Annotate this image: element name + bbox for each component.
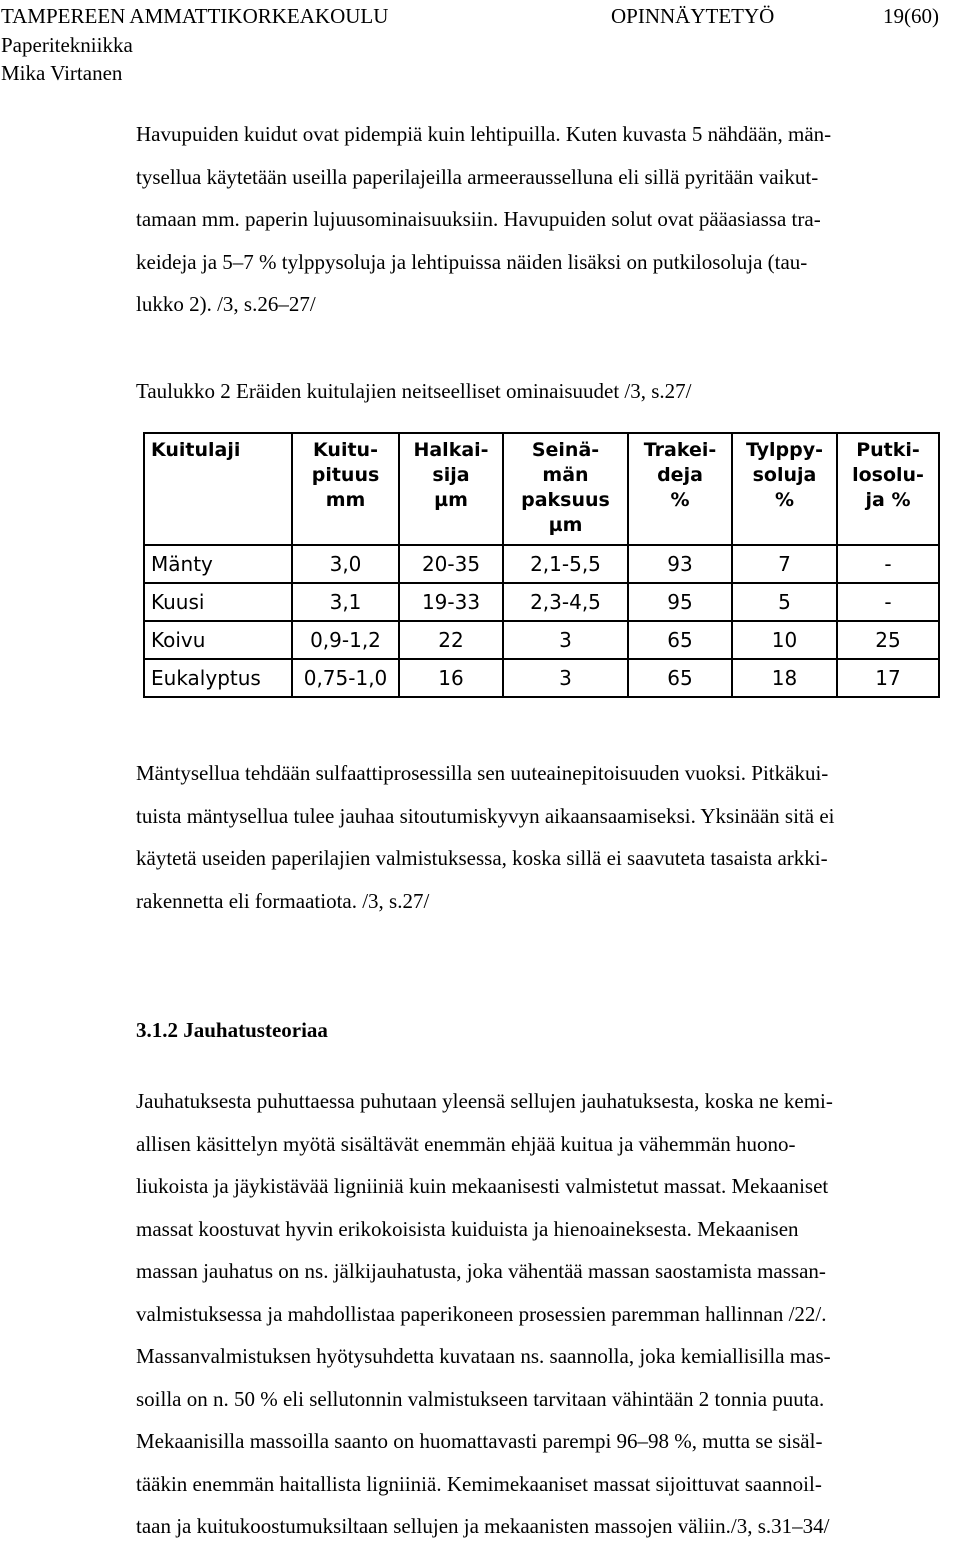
header-tracheids: Trakei- deja %: [628, 433, 732, 545]
header-institution: TAMPEREEN AMMATTIKORKEAKOULU: [1, 4, 389, 28]
table-cell: 0,9-1,2: [292, 621, 399, 659]
table-cell: 65: [628, 659, 732, 697]
header-fiber-length: Kuitu- pituus mm: [292, 433, 399, 545]
table-cell: 65: [628, 621, 732, 659]
cell-fiber-type: Kuusi: [144, 583, 292, 621]
table-cell: 2,1-5,5: [503, 545, 628, 583]
header-fiber-type: Kuitulaji: [144, 433, 292, 545]
table-cell: 3: [503, 621, 628, 659]
table-cell: 17: [837, 659, 939, 697]
table-cell: 5: [732, 583, 837, 621]
text-line: valmistuksessa ja mahdollistaa paperikoneen prosessien paremman hallinnan /22/.: [136, 1301, 827, 1326]
table-cell: -: [837, 583, 939, 621]
text-line: tamaan mm. paperin lujuusominaisuuksiin. Havupuiden solut ovat pääasiassa tra-: [136, 207, 821, 232]
table-cell: 3,0: [292, 545, 399, 583]
paragraph-refining-theory: [136, 1080, 956, 1548]
header-doc-type: OPINNÄYTETYÖ: [611, 4, 775, 28]
fiber-properties-table: [143, 432, 938, 690]
header-vessels: Putki- losolu- ja %: [837, 433, 939, 545]
header-parenchyma: Tylppy- soluja %: [732, 433, 837, 545]
text-line: liukoista ja jäykistävää ligniiniä kuin mekaanisesti valmistetut massat. Mekaaniset: [136, 1174, 829, 1198]
header-page-number: 19(60): [883, 4, 939, 28]
text-line: Jauhatuksesta puhuttaessa puhutaan yleensä sellujen jauhatuksesta, koska ne kemi-: [136, 1089, 833, 1113]
cell-fiber-type: Eukalyptus: [144, 659, 292, 697]
table-row: [144, 621, 939, 659]
section-heading: 3.1.2 Jauhatusteoriaa: [136, 1018, 328, 1042]
table-cell: 22: [399, 621, 503, 659]
text-line: massan jauhatus on ns. jälkijauhatusta, joka vähentää massan saostamista massan-: [136, 1259, 826, 1283]
text-line: Mekaanisilla massoilla saanto on huomattavasti parempi 96–98 %, mutta se sisäl-: [136, 1429, 823, 1453]
text-line: Havupuiden kuidut ovat pidempiä kuin lehtipuilla. Kuten kuvasta 5 nähdään, män-: [136, 122, 832, 146]
text-line: allisen käsittelyn myötä sisältävät enemmän ehjää kuitua ja vähemmän huono-: [136, 1131, 796, 1156]
text-line: rakennetta eli formaatiota. /3, s.27/: [136, 888, 430, 913]
fiber-table: [143, 432, 940, 698]
table-cell: 18: [732, 659, 837, 697]
table-cell: 25: [837, 621, 939, 659]
table-row: [144, 583, 939, 621]
header-diameter: Halkai- sija µm: [399, 433, 503, 545]
table-cell: 0,75-1,0: [292, 659, 399, 697]
table-cell: 3,1: [292, 583, 399, 621]
table-cell: -: [837, 545, 939, 583]
header-author: Mika Virtanen: [1, 61, 123, 85]
table-caption: [136, 370, 956, 413]
table-row: [144, 545, 939, 583]
table-cell: 93: [628, 545, 732, 583]
table-caption-text: Taulukko 2 Eräiden kuitulajien neitseelliset ominaisuudet /3, s.27/: [136, 379, 692, 403]
table-cell: 20-35: [399, 545, 503, 583]
header-wall-thickness: Seinä- män paksuus µm: [503, 433, 628, 545]
text-line: lukko 2). /3, s.26–27/: [136, 292, 316, 317]
text-line: taan ja kuitukoostumuksiltaan sellujen ja mekaanisten massojen väliin./3, s.31–34/: [136, 1514, 830, 1538]
table-cell: 19-33: [399, 583, 503, 621]
text-line: keideja ja 5–7 % tylppysoluja ja lehtipuissa näiden lisäksi on putkilosoluja (tau-: [136, 249, 808, 274]
table-row: [144, 659, 939, 697]
text-line: käytetä useiden paperilajien valmistuksessa, koska sillä ei saavuteta tasaista arkki-: [136, 846, 828, 871]
paragraph-fiber-lengths: [136, 113, 956, 326]
text-line: soilla on n. 50 % eli sellutonnin valmistukseen tarvitaan vähintään 2 tonnia puuta.: [136, 1386, 825, 1411]
text-line: tääkin enemmän haitallista ligniiniä. Kemimekaaniset massat sijoittuvat saannoil-: [136, 1471, 822, 1496]
cell-fiber-type: Mänty: [144, 545, 292, 583]
table-cell: 16: [399, 659, 503, 697]
text-line: tysellua käytetään useilla paperilajeilla armeerausselluna eli sillä pyritään vaikut-: [136, 164, 819, 189]
paragraph-pine-pulp: [136, 752, 956, 922]
table-cell: 95: [628, 583, 732, 621]
text-line: massat koostuvat hyvin erikokoisista kuiduista ja hienoaineksesta. Mekaanisen: [136, 1216, 799, 1241]
table-header-row: [144, 433, 939, 545]
text-line: Mäntysellua tehdään sulfaattiprosessilla sen uuteainepitoisuuden vuoksi. Pitkäkui-: [136, 761, 829, 785]
text-line: tuista mäntysellua tulee jauhaa sitoutumiskyvyn aikaansaamiseksi. Yksinään sitä ei: [136, 803, 835, 828]
table-cell: 7: [732, 545, 837, 583]
table-cell: 10: [732, 621, 837, 659]
table-cell: 2,3-4,5: [503, 583, 628, 621]
text-line: Massanvalmistuksen hyötysuhdetta kuvataan ns. saannolla, joka kemiallisilla mas-: [136, 1344, 831, 1368]
cell-fiber-type: Koivu: [144, 621, 292, 659]
header-department: Paperitekniikka: [1, 33, 133, 57]
table-cell: 3: [503, 659, 628, 697]
